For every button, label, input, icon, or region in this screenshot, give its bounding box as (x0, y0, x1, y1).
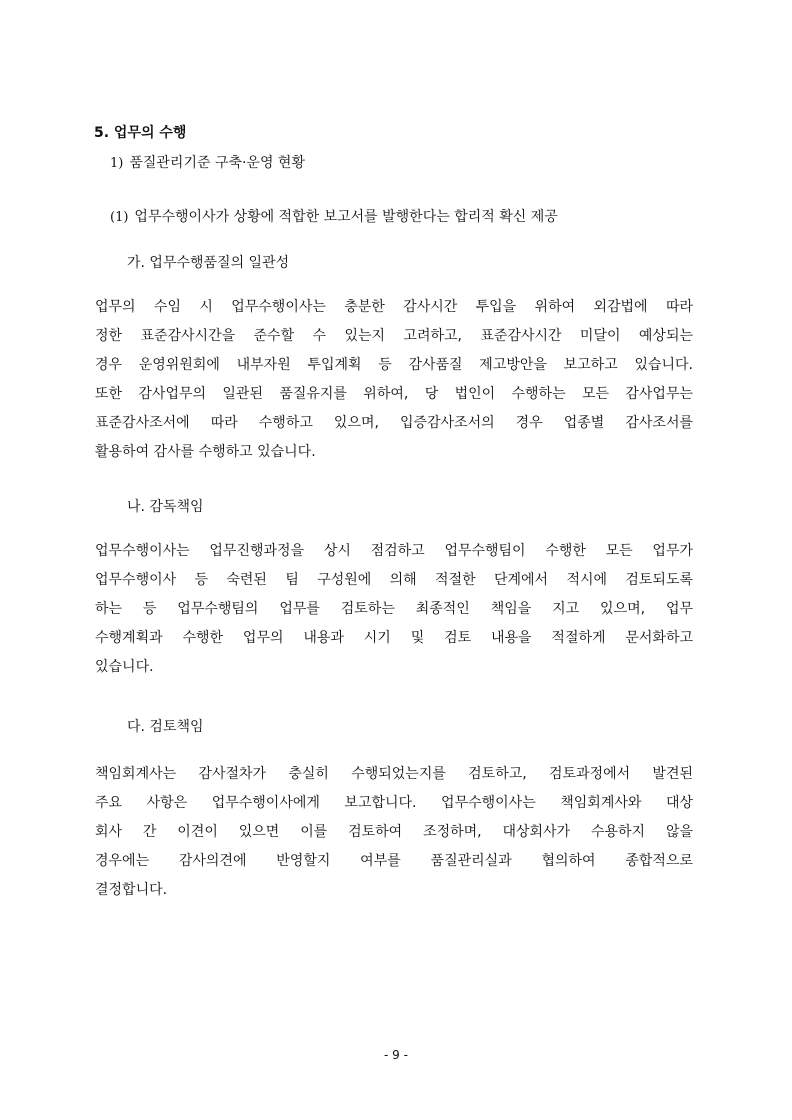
paragraph-line: 책임회계사는 감사절차가 충실히 수행되었는지를 검토하고, 검토과정에서 발견된 (95, 766, 693, 782)
subsection-text: 품질관리기준 구축·운영 현황 (129, 155, 305, 171)
paragraph-line: 업무수행이사는 업무진행과정을 상시 점검하고 업무수행팀이 수행한 모든 업무가 (95, 543, 693, 559)
sub-subsection-heading (110, 206, 558, 226)
paragraph-line: 업무수행이사 등 숙련된 팀 구성원에 의해 적절한 단계에서 적시에 검토되도록 (95, 572, 693, 588)
paragraph-line: 결정합니다. (95, 882, 168, 898)
paragraph-supervision (95, 537, 693, 682)
paragraph-line: 회사 간 이견이 있으면 이를 검토하여 조정하며, 대상회사가 수용하지 않을 (95, 824, 693, 840)
paragraph-line: 표준감사조서에 따라 수행하고 있으며, 입증감사조서의 경우 업종별 감사조서를 (95, 415, 693, 431)
paragraph-line: 경우에는 감사의견에 반영할지 여부를 품질관리실과 협의하여 종합적으로 (95, 853, 693, 869)
paragraph-line: 정한 표준감사시간을 준수할 수 있는지 고려하고, 표준감사시간 미달이 예상되는 (95, 328, 693, 344)
section-title: 5. 업무의 수행 (94, 125, 187, 141)
paragraph-line: 업무의 수임 시 업무수행이사는 충분한 감사시간 투입을 위하여 외감법에 따라 (95, 299, 693, 315)
sub-subsection-text: 업무수행이사가 상황에 적합한 보고서를 발행한다는 합리적 확신 제공 (134, 209, 558, 225)
paragraph-consistency (95, 293, 693, 467)
paragraph-line: 수행계획과 수행한 업무의 내용과 시기 및 검토 내용을 적절하게 문서화하고 (95, 630, 693, 646)
subsection-number: 1) (110, 156, 124, 171)
block-heading-consistency: 가. 업무수행품질의 일관성 (127, 255, 290, 271)
paragraph-line: 경우 운영위원회에 내부자원 투입계획 등 감사품질 제고방안을 보고하고 있습니다. (95, 357, 693, 373)
paragraph-review (95, 760, 693, 905)
page-number: - 9 - (384, 1048, 408, 1062)
paragraph-line: 하는 등 업무수행팀의 업무를 검토하는 최종적인 책임을 지고 있으며, 업무 (95, 601, 693, 617)
block-heading-review: 다. 검토책임 (127, 719, 204, 735)
subsection-heading (110, 152, 305, 172)
paragraph-line: 주요 사항은 업무수행이사에게 보고합니다. 업무수행이사는 책임회계사와 대상 (95, 795, 693, 811)
paragraph-line: 있습니다. (95, 659, 154, 675)
sub-subsection-number: (1) (110, 210, 129, 225)
paragraph-line: 또한 감사업무의 일관된 품질유지를 위하여, 당 법인이 수행하는 모든 감사업무는 (95, 386, 693, 402)
paragraph-line: 활용하여 감사를 수행하고 있습니다. (95, 444, 316, 460)
block-heading-supervision: 나. 감독책임 (127, 499, 204, 515)
